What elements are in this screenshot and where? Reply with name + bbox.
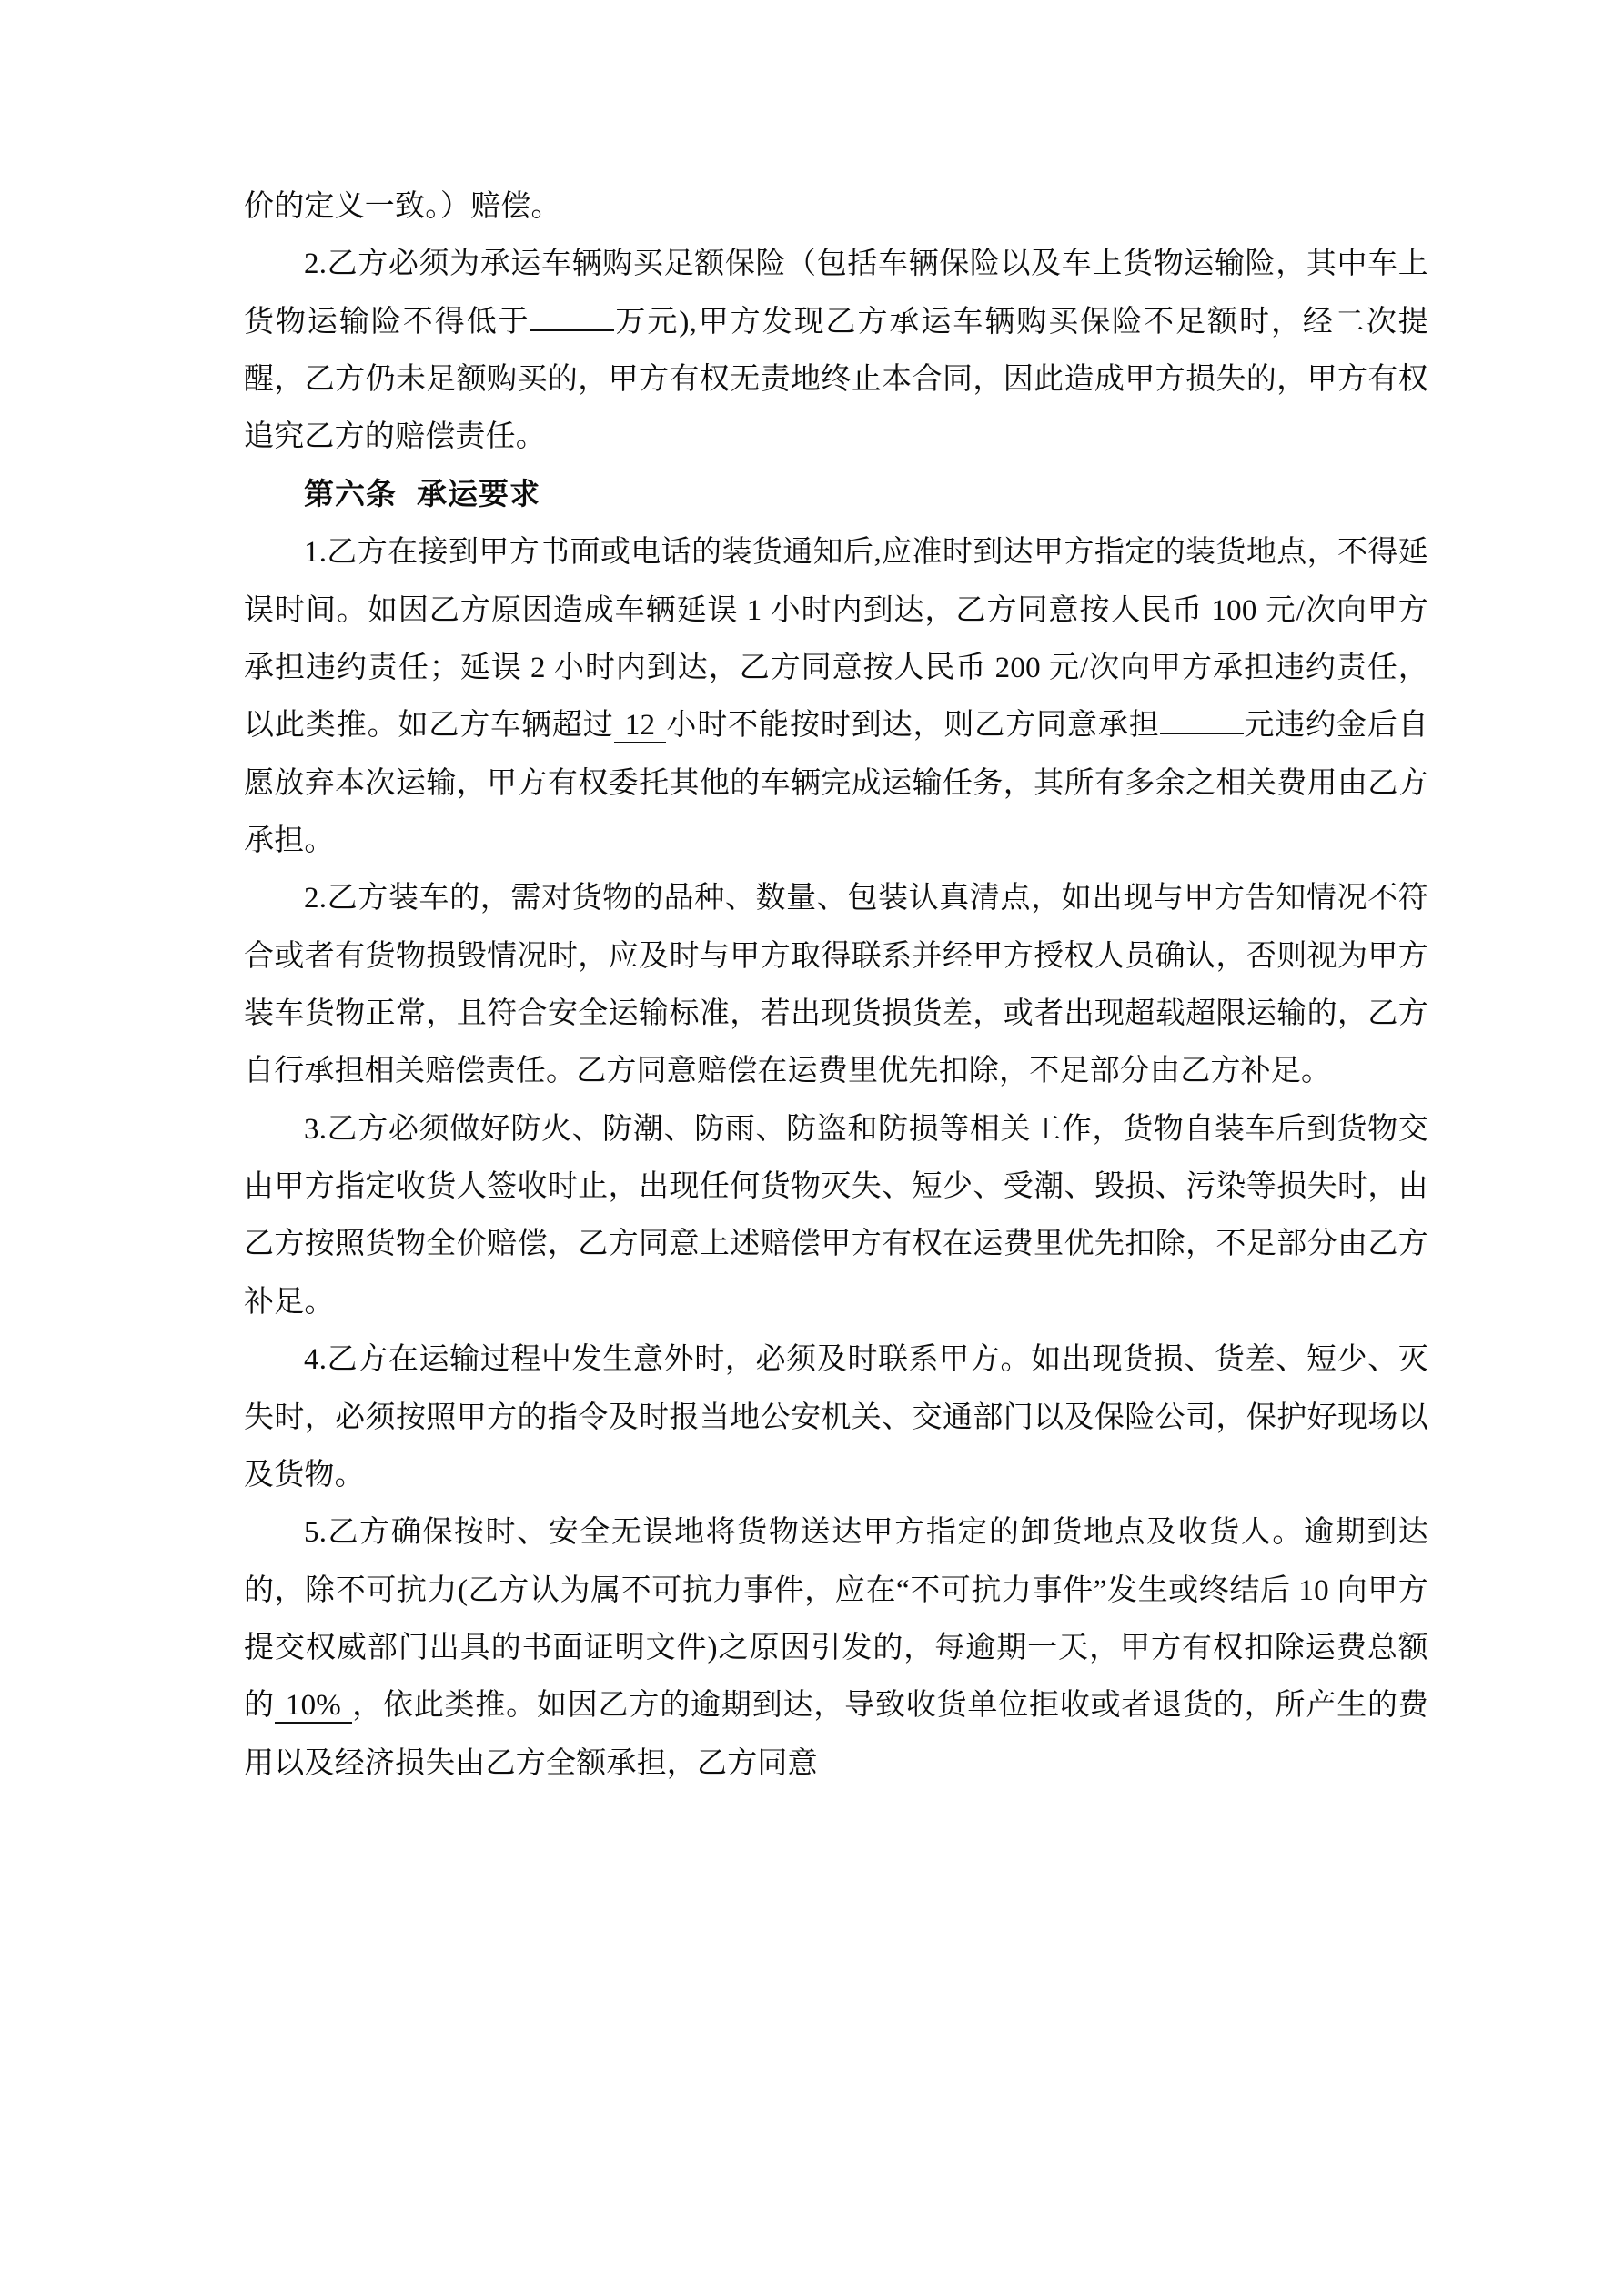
paragraph (244, 524, 1428, 870)
text-run: 小时不能按时到达，则乙方同意承担 (666, 709, 1160, 743)
text-run: 2.乙方装车的，需对货物的品种、数量、包装认真清点，如出现与甲方告知情况不符合或者有货物损毁情况时，应及时与甲方取得联系并经甲方授权人员确认，否则视为甲方装车货物正常，且符合安全运输标准，若出现货损货差，或者出现超载超限运输的，乙方自行承担相关赔偿责任。乙方同意赔偿在运费里优先扣除，不足部分由乙方补足。 (244, 882, 1428, 1088)
document-body (244, 178, 1428, 1793)
paragraph (244, 1504, 1428, 1793)
underlined-value: 10% (275, 1689, 352, 1724)
text-run: 1.乙方在接到甲方书面或电话的装货通知后,应准时到达甲方指定的装货地点，不得延误时间。如因乙方原因造成车辆延误 1 小时内到达，乙方同意按人民币 100 元/次向甲方承担违约责任；延误 2 小时内到达，乙方同意按人民币 200 元/次向甲方承担违约责任，以此类推。如乙方车辆超过 (244, 536, 1428, 743)
text-run: 2.乙方必须为承运车辆购买足额保险（包括车辆保险以及车上货物运输险，其中车上货物运输险不得低于 (244, 248, 1428, 339)
text-run: 4.乙方在运输过程中发生意外时，必须及时联系甲方。如出现货损、货差、短少、灭失时，必须按照甲方的指令及时报当地公安机关、交通部门以及保险公司，保护好现场以及货物。 (244, 1343, 1428, 1492)
text-run: 5.乙方确保按时、安全无误地将货物送达甲方指定的卸货地点及收货人。逾期到达的，除不可抗力(乙方认为属不可抗力事件，应在“不可抗力事件”发生或终结后 10 向甲方提交权威部门出具的书面证明文件)之原因引发的，每逾期一天，甲方有权扣除运费总额的 (244, 1516, 1428, 1723)
underlined-value: 12 (614, 709, 667, 743)
paragraph (244, 1331, 1428, 1504)
text-run: 万元),甲方发现乙方承运车辆购买保险不足额时，经二次提醒，乙方仍未足额购买的，甲方有权无责地终止本合同，因此造成甲方损失的，甲方有权追究乙方的赔偿责任。 (244, 305, 1429, 454)
section-heading (244, 467, 1428, 524)
text-run: 价的定义一致。）赔偿。 (244, 190, 561, 223)
paragraph (244, 236, 1428, 466)
text-run: 3.乙方必须做好防火、防潮、防雨、防盗和防损等相关工作，货物自装车后到货物交由甲方指定收货人签收时止，出现任何货物灭失、短少、受潮、毁损、污染等损失时，由乙方按照货物全价赔偿，乙方同意上述赔偿甲方有权在运费里优先扣除，不足部分由乙方补足。 (244, 1112, 1428, 1319)
paragraph (244, 1101, 1428, 1331)
fill-in-blank[interactable] (1160, 700, 1244, 734)
paragraph (244, 870, 1428, 1100)
fill-in-blank[interactable] (530, 296, 614, 330)
paragraph (244, 178, 1428, 236)
text-run: 第六条 (304, 478, 397, 511)
text-run: 承运要求 (417, 478, 540, 511)
text-run: 元违约金后自愿放弃本次运输，甲方有权委托其他的车辆完成运输任务，其所有多余之相关费用由乙方承担。 (244, 709, 1429, 857)
text-run: ，依此类推。如因乙方的逾期到达，导致收货单位拒收或者退货的，所产生的费用以及经济损失由乙方全额承担，乙方同意 (244, 1689, 1429, 1780)
